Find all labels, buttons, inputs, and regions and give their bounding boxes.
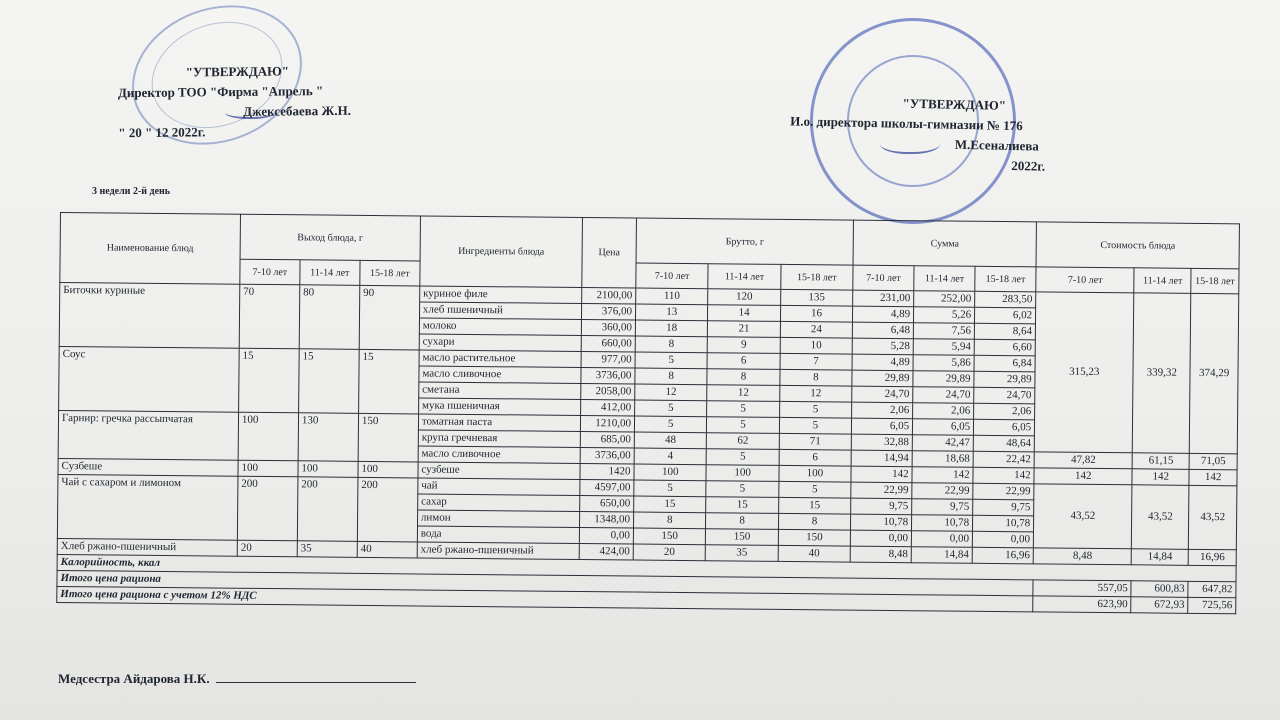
ingredient-name: крупа гречневая <box>418 430 581 448</box>
ingredient-price: 1348,00 <box>580 512 634 529</box>
dish-cost: 43,52 <box>1033 484 1132 549</box>
sum-value: 16,96 <box>972 547 1033 564</box>
sum-value: 8,64 <box>974 323 1035 340</box>
brutto-value: 5 <box>779 417 852 434</box>
brutto-value: 35 <box>706 545 779 562</box>
dish-output: 130 <box>298 413 358 462</box>
brutto-value: 135 <box>780 289 853 306</box>
sum-value: 48,64 <box>973 435 1034 452</box>
sum-value: 9,75 <box>973 499 1034 516</box>
sum-value: 10,78 <box>851 514 912 531</box>
brutto-value: 7 <box>780 353 853 370</box>
dish-name: Сузбеше <box>58 458 238 476</box>
sum-value: 29,89 <box>974 371 1035 388</box>
sum-value: 4,89 <box>852 354 913 371</box>
header-output-age-2: 11-14 лет <box>300 260 360 286</box>
header-cost-age-2: 11-14 лет <box>1134 268 1191 294</box>
ingredient-name: сузбеше <box>418 462 581 480</box>
dish-output: 15 <box>358 349 419 414</box>
brutto-value: 6 <box>707 353 780 370</box>
approval-date-left: " 20 " 12 2022г. <box>118 124 206 141</box>
brutto-value: 5 <box>707 401 780 418</box>
dish-output: 200 <box>237 476 298 541</box>
brutto-value: 4 <box>634 448 707 465</box>
sum-value: 9,75 <box>912 499 973 516</box>
dish-output: 100 <box>238 412 298 461</box>
ingredient-name: масло сливочное <box>418 446 581 464</box>
sum-value: 5,86 <box>913 355 974 372</box>
ingredient-price: 685,00 <box>580 432 634 449</box>
dish-output: 40 <box>357 541 417 558</box>
brutto-value: 6 <box>779 449 852 466</box>
brutto-value: 12 <box>707 385 780 402</box>
sum-value: 14,94 <box>851 450 912 467</box>
ingredient-price: 424,00 <box>579 544 633 561</box>
header-brutto-age-2: 11-14 лет <box>708 264 781 290</box>
ingredient-name: хлеб пшеничный <box>419 302 582 320</box>
ingredient-name: куриное филе <box>420 286 583 304</box>
dish-cost: 339,32 <box>1133 293 1191 454</box>
brutto-value: 12 <box>635 384 708 401</box>
brutto-value: 150 <box>778 529 851 546</box>
sum-value: 10,78 <box>973 515 1034 532</box>
approval-name-right: М.Есеналиева <box>954 136 1040 154</box>
dish-output: 200 <box>297 477 358 542</box>
brutto-value: 8 <box>780 369 853 386</box>
sum-value: 9,75 <box>851 498 912 515</box>
ingredient-name: масло сливочное <box>419 366 582 384</box>
total-vat-label: Итого цена рациона с учетом 12% НДС <box>57 586 1033 611</box>
brutto-value: 120 <box>708 289 781 306</box>
header-brutto-age-3: 15-18 лет <box>781 264 854 290</box>
dish-cost: 14,84 <box>1132 549 1189 566</box>
approval-name-left: Джексебаева Ж.Н. <box>243 102 352 119</box>
brutto-value: 100 <box>779 465 852 482</box>
sum-value: 2,06 <box>974 403 1035 420</box>
brutto-value: 14 <box>708 305 781 322</box>
sum-value: 14,84 <box>911 547 972 564</box>
header-price: Цена <box>582 218 636 289</box>
header-output-age-1: 7-10 лет <box>240 259 300 285</box>
approval-director-left: Директор ТОО "Фирма "Апрель " <box>117 83 324 101</box>
total-value: 600,83 <box>1131 581 1188 598</box>
sum-value: 22,42 <box>973 451 1034 468</box>
dish-output: 15 <box>298 349 359 414</box>
sum-value: 29,89 <box>913 371 974 388</box>
approval-title-right: "УТВЕРЖДАЮ" <box>902 95 1007 113</box>
dish-output: 15 <box>239 348 300 413</box>
ingredient-name: масло растительное <box>419 350 582 368</box>
brutto-value: 10 <box>780 337 853 354</box>
brutto-value: 5 <box>634 480 707 497</box>
ingredient-price: 650,00 <box>580 496 634 513</box>
ingredient-price: 360,00 <box>582 320 636 337</box>
sum-value: 22,99 <box>851 482 912 499</box>
sum-value: 142 <box>851 466 912 483</box>
brutto-value: 5 <box>706 449 779 466</box>
ingredient-name: молоко <box>419 318 582 336</box>
header-output: Выход блюда, г <box>240 214 420 261</box>
dish-cost: 374,29 <box>1190 293 1239 453</box>
sum-value: 18,68 <box>912 451 973 468</box>
header-ingredients: Ингредиенты блюда <box>420 216 583 288</box>
dish-output: 35 <box>297 541 357 558</box>
sum-value: 24,70 <box>913 387 974 404</box>
sum-value: 2,06 <box>852 402 913 419</box>
header-dish: Наименование блюд <box>60 213 241 285</box>
nurse-label: Медсестра Айдарова Н.К. <box>58 671 210 686</box>
sum-value: 252,00 <box>914 291 975 308</box>
ingredient-name: чай <box>418 478 581 496</box>
dish-output: 100 <box>358 461 418 478</box>
dish-cost: 61,15 <box>1132 453 1189 470</box>
brutto-value: 8 <box>707 369 780 386</box>
dish-name: Хлеб ржано-пшеничный <box>57 538 237 556</box>
dish-output: 70 <box>239 284 300 349</box>
signature-left <box>225 105 275 119</box>
sum-value: 5,94 <box>913 339 974 356</box>
sum-value: 42,47 <box>912 435 973 452</box>
ingredient-price: 660,00 <box>581 336 635 353</box>
brutto-value: 5 <box>779 481 852 498</box>
sum-value: 2,06 <box>913 403 974 420</box>
brutto-value: 150 <box>706 529 779 546</box>
ingredient-name: хлеб ржано-пшеничный <box>417 542 580 560</box>
brutto-value: 40 <box>778 545 851 562</box>
header-brutto-age-1: 7-10 лет <box>636 263 709 289</box>
dish-output: 150 <box>358 413 418 462</box>
brutto-value: 13 <box>635 304 708 321</box>
sum-value: 0,00 <box>972 531 1033 548</box>
approval-date-right: 2022г. <box>1011 157 1046 174</box>
ingredient-price: 0,00 <box>580 528 634 545</box>
dish-cost: 315,23 <box>1034 292 1134 453</box>
dish-output: 90 <box>359 285 420 350</box>
sum-value: 5,26 <box>914 307 975 324</box>
dish-name: Чай с сахаром и лимоном <box>57 474 238 540</box>
dish-cost: 43,52 <box>1132 485 1189 550</box>
brutto-value: 15 <box>634 496 707 513</box>
dish-output: 80 <box>299 285 360 350</box>
dish-output: 100 <box>298 461 358 478</box>
dish-cost: 71,05 <box>1189 453 1237 469</box>
sum-value: 7,56 <box>913 323 974 340</box>
brutto-value: 9 <box>708 337 781 354</box>
sum-value: 5,28 <box>852 338 913 355</box>
sum-value: 8,48 <box>850 546 911 563</box>
sum-value: 6,48 <box>852 322 913 339</box>
header-cost-age-3: 15-18 лет <box>1191 268 1239 293</box>
dish-cost: 142 <box>1132 469 1189 486</box>
header-cost-age-1: 7-10 лет <box>1036 267 1134 293</box>
sum-value: 10,78 <box>912 515 973 532</box>
nurse-signature-block <box>58 670 416 687</box>
brutto-value: 5 <box>635 352 708 369</box>
dish-cost: 16,96 <box>1188 549 1236 565</box>
header-sum: Сумма <box>853 220 1036 267</box>
ingredient-price: 1420 <box>580 464 634 481</box>
dish-cost: 142 <box>1189 469 1237 485</box>
brutto-value: 21 <box>708 321 781 338</box>
dish-cost: 8,48 <box>1033 548 1131 565</box>
sum-value: 6,84 <box>974 355 1035 372</box>
total-vat-value: 672,93 <box>1131 597 1188 614</box>
sum-value: 6,60 <box>974 339 1035 356</box>
total-value: 557,05 <box>1033 580 1131 597</box>
sum-value: 6,05 <box>974 419 1035 436</box>
approval-title-left: "УТВЕРЖДАЮ" <box>185 63 290 80</box>
brutto-value: 8 <box>706 513 779 530</box>
header-sum-age-3: 15-18 лет <box>975 266 1036 292</box>
header-output-age-3: 15-18 лет <box>360 260 420 286</box>
brutto-value: 15 <box>778 497 851 514</box>
brutto-value: 5 <box>779 401 852 418</box>
sum-value: 283,50 <box>975 291 1036 308</box>
sum-value: 0,00 <box>850 530 911 547</box>
menu-table-body <box>57 283 1239 614</box>
signature-line <box>216 670 416 683</box>
approval-block-left <box>118 61 352 143</box>
ingredient-price: 1210,00 <box>581 416 635 433</box>
brutto-value: 5 <box>634 416 707 433</box>
sum-value: 24,70 <box>852 386 913 403</box>
ingredient-price: 412,00 <box>581 400 635 417</box>
sum-value: 6,02 <box>975 307 1036 324</box>
sum-value: 6,05 <box>913 419 974 436</box>
dish-cost: 142 <box>1034 468 1132 485</box>
sum-value: 6,05 <box>852 418 913 435</box>
sum-value: 4,89 <box>853 306 914 323</box>
menu-table-wrap <box>56 212 1240 614</box>
brutto-value: 5 <box>706 481 779 498</box>
sum-value: 142 <box>912 467 973 484</box>
dish-cost: 47,82 <box>1034 452 1132 469</box>
total-vat-value: 725,56 <box>1188 597 1236 613</box>
dish-name: Соус <box>59 346 240 412</box>
sum-value: 29,89 <box>852 370 913 387</box>
brutto-value: 8 <box>635 368 708 385</box>
sum-value: 0,00 <box>911 531 972 548</box>
ingredient-price: 2100,00 <box>582 288 636 305</box>
ingredient-price: 4597,00 <box>580 480 634 497</box>
ingredient-name: вода <box>417 526 580 544</box>
ingredient-name: мука пшеничная <box>418 398 581 416</box>
brutto-value: 8 <box>633 512 706 529</box>
header-brutto: Брутто, г <box>636 218 854 265</box>
week-day-label: 3 недели 2-й день <box>92 186 171 197</box>
brutto-value: 15 <box>706 497 779 514</box>
brutto-value: 5 <box>635 400 708 417</box>
brutto-value: 100 <box>706 465 779 482</box>
brutto-value: 20 <box>633 544 706 561</box>
header-cost: Стоимость блюда <box>1036 222 1239 269</box>
ingredient-name: сметана <box>419 382 582 400</box>
sum-value: 22,99 <box>912 483 973 500</box>
dish-output: 100 <box>238 460 298 477</box>
sum-value: 24,70 <box>974 387 1035 404</box>
sum-value: 142 <box>973 467 1034 484</box>
ingredient-price: 3736,00 <box>581 368 635 385</box>
brutto-value: 16 <box>780 305 853 322</box>
brutto-value: 110 <box>636 288 709 305</box>
brutto-value: 100 <box>634 464 707 481</box>
ingredient-name: лимон <box>417 510 580 528</box>
header-sum-age-2: 11-14 лет <box>914 266 975 292</box>
sum-value: 22,99 <box>973 483 1034 500</box>
dish-cost: 43,52 <box>1189 485 1237 549</box>
total-vat-value: 623,90 <box>1033 596 1131 613</box>
brutto-value: 5 <box>707 417 780 434</box>
dish-name: Биточки куриные <box>59 283 240 349</box>
brutto-value: 48 <box>634 432 707 449</box>
brutto-value: 62 <box>707 433 780 450</box>
menu-table <box>56 212 1240 614</box>
signature-right <box>880 132 940 154</box>
brutto-value: 150 <box>633 528 706 545</box>
sum-value: 32,88 <box>851 434 912 451</box>
ingredient-name: сухари <box>419 334 582 352</box>
ingredient-price: 977,00 <box>581 352 635 369</box>
ingredient-price: 376,00 <box>582 304 636 321</box>
total-label: Итого цена рациона <box>57 570 1033 595</box>
dish-output: 200 <box>357 477 418 542</box>
brutto-value: 18 <box>635 320 708 337</box>
ingredient-name: сахар <box>418 494 581 512</box>
dish-output: 20 <box>237 540 297 557</box>
calories-label: Калорийность, ккал <box>57 554 1236 581</box>
brutto-value: 71 <box>779 433 852 450</box>
brutto-value: 8 <box>778 513 851 530</box>
approval-director-right: И.о. директора школы-гимназии № 176 <box>790 113 1023 134</box>
ingredient-name: томатная паста <box>418 414 581 432</box>
dish-name: Гарнир: гречка рассыпчатая <box>58 410 238 460</box>
brutto-value: 24 <box>780 321 853 338</box>
ingredient-price: 3736,00 <box>580 448 634 465</box>
sum-value: 231,00 <box>853 290 914 307</box>
brutto-value: 12 <box>779 385 852 402</box>
brutto-value: 8 <box>635 336 708 353</box>
header-sum-age-1: 7-10 лет <box>853 265 914 291</box>
total-value: 647,82 <box>1188 581 1236 597</box>
ingredient-price: 2058,00 <box>581 384 635 401</box>
